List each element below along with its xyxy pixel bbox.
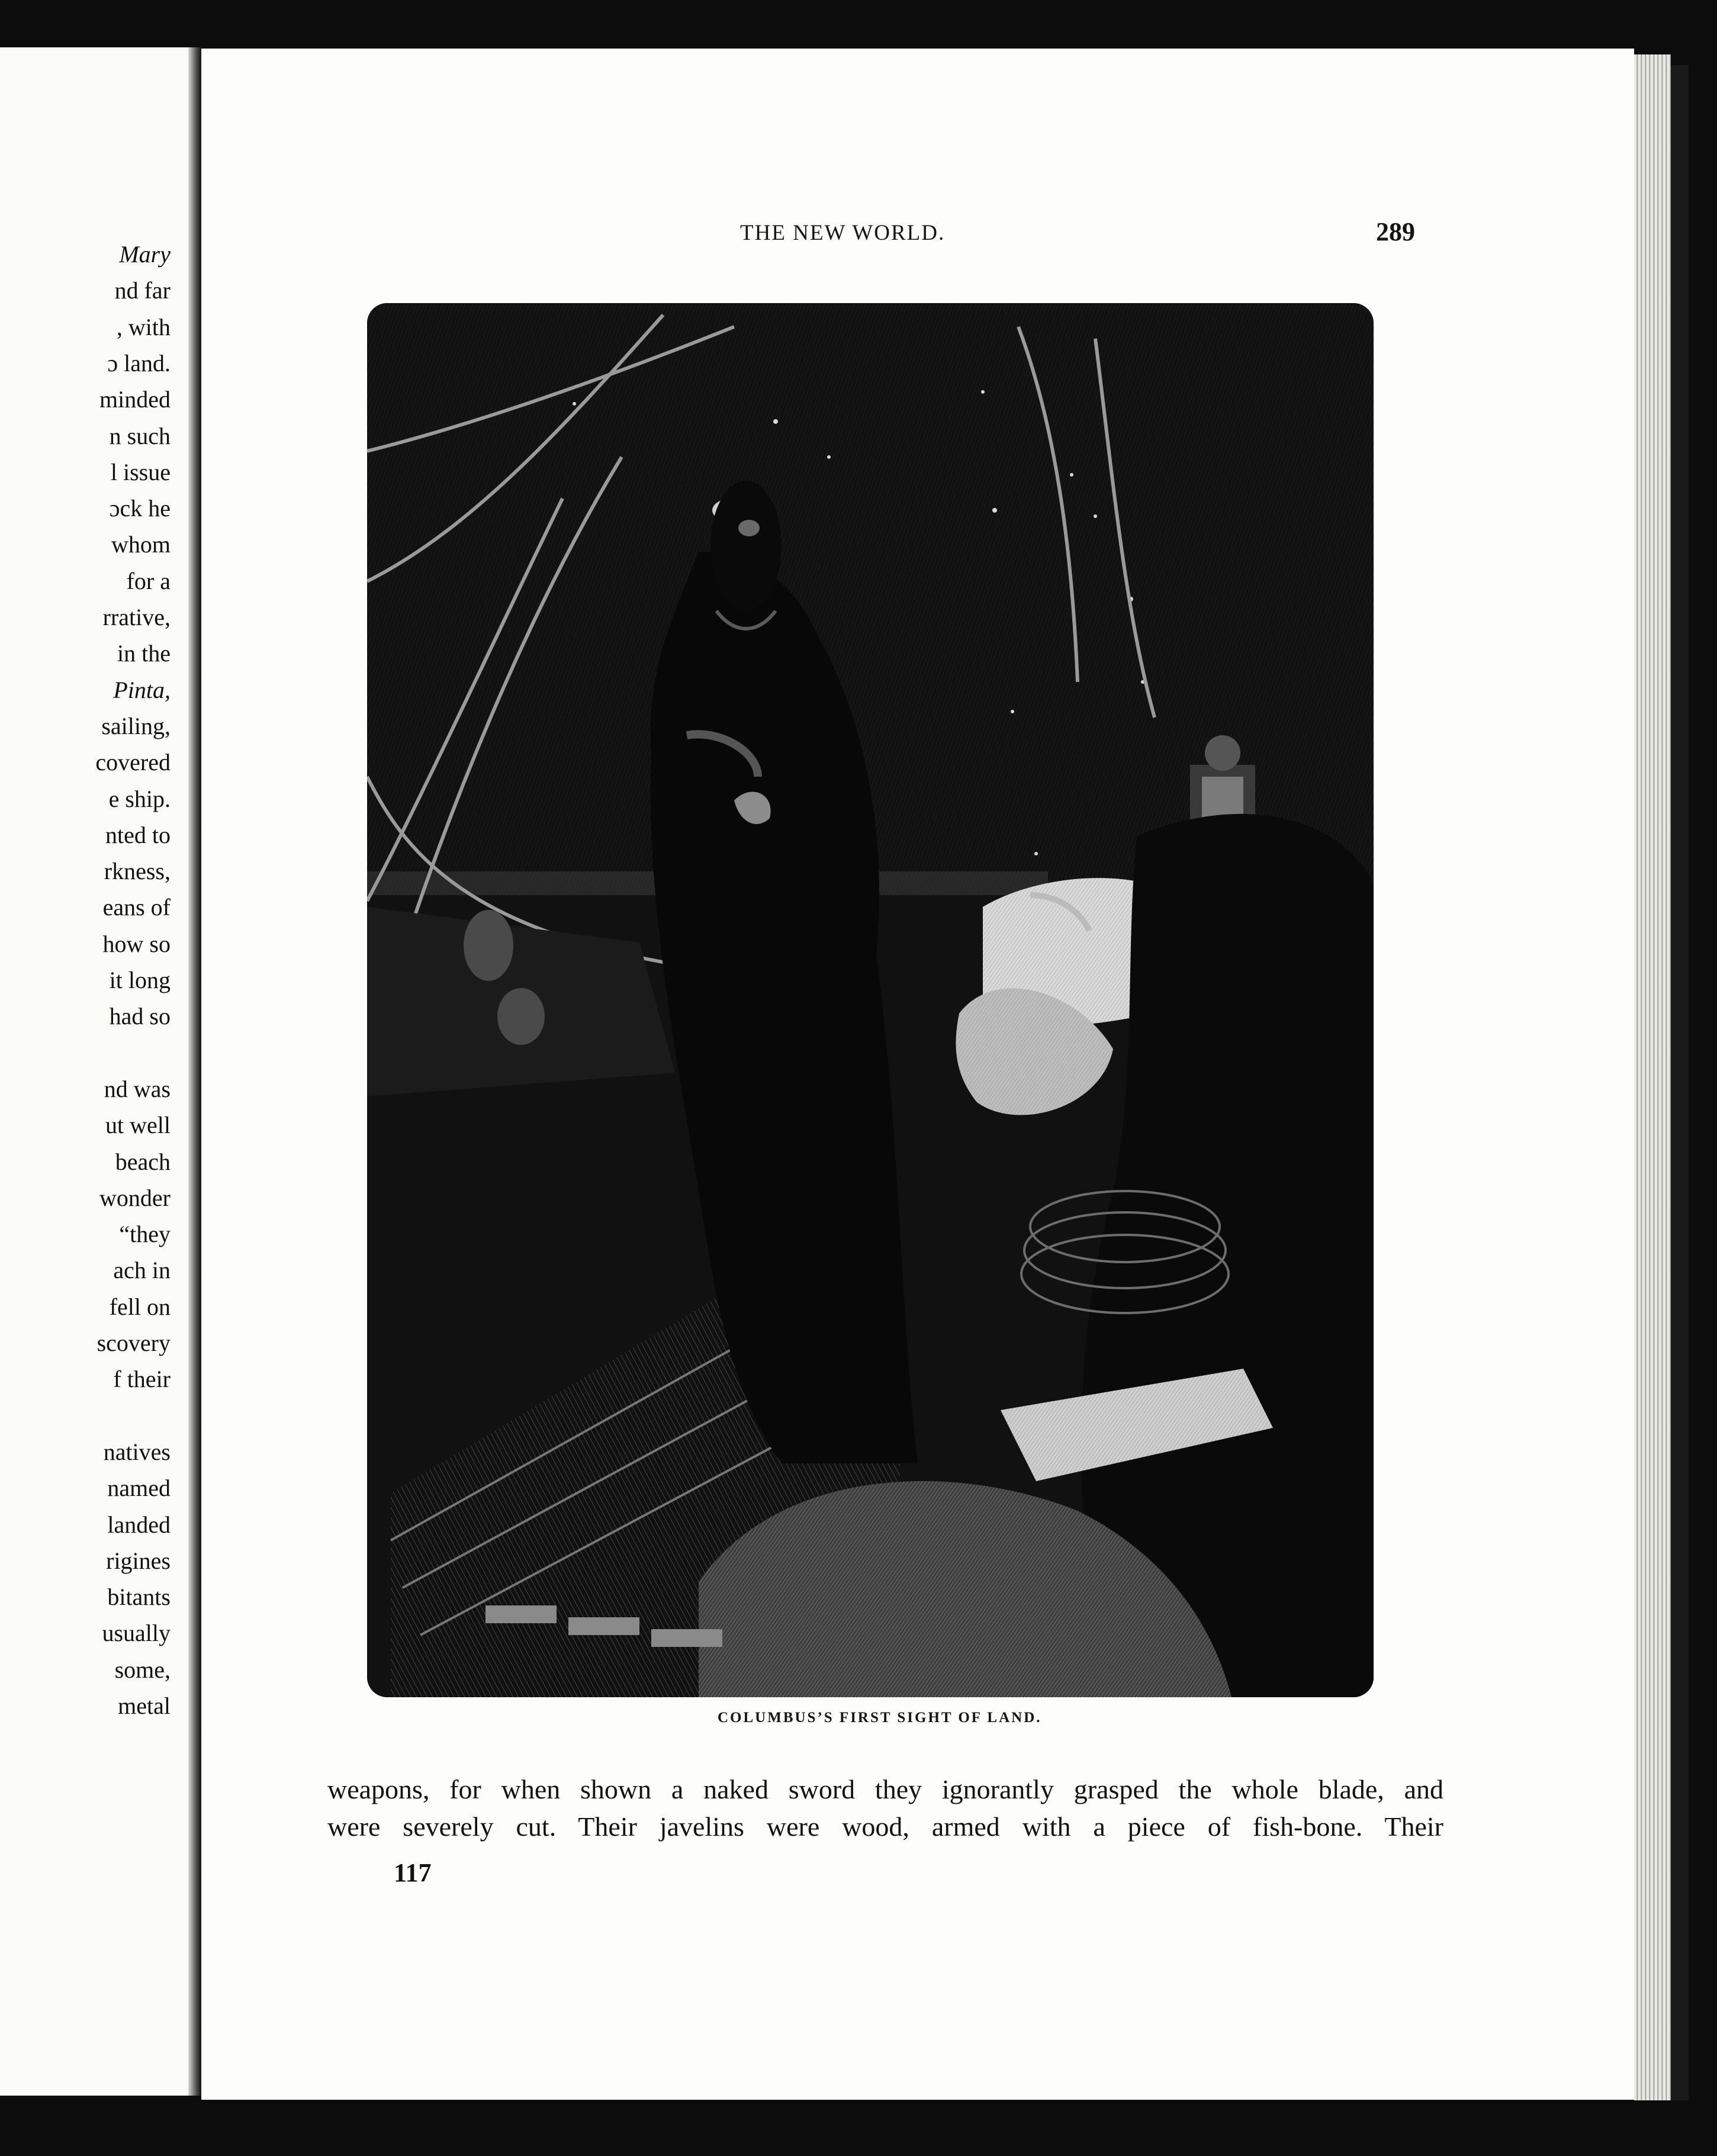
left-page-line: natives <box>103 1438 171 1465</box>
left-page-line: nd was <box>104 1075 171 1102</box>
gutter-shadow <box>188 47 201 2096</box>
left-page-line: sailing, <box>101 712 171 739</box>
left-page-line: scovery <box>97 1330 171 1356</box>
left-page-line: landed <box>107 1511 171 1538</box>
signature-mark: 117 <box>394 1858 432 1887</box>
left-page-line: fell on <box>109 1293 171 1320</box>
bottom-shadow <box>0 2100 1717 2156</box>
left-page-line: Pinta, <box>113 676 171 703</box>
page-number: 289 <box>1376 217 1415 246</box>
body-line-1: weapons, for when shown a naked sword they ignorantly grasped the whole blade, and <box>327 1774 1443 1804</box>
left-page-line: usually <box>102 1620 171 1647</box>
left-page-line: named <box>107 1475 171 1502</box>
left-page-line: how so <box>102 930 171 957</box>
left-page-line: ut well <box>105 1112 171 1139</box>
left-page-line: nd far <box>114 277 171 304</box>
figure-caption: COLUMBUS’S FIRST SIGHT OF LAND. <box>718 1710 1042 1726</box>
left-page-line: eans of <box>102 894 171 921</box>
left-page-line: Mary <box>119 241 171 268</box>
left-page-line: f their <box>113 1366 171 1393</box>
left-page-line: e ship. <box>108 785 171 812</box>
left-page-line: beach <box>115 1148 171 1175</box>
left-page-line: rkness, <box>104 858 171 885</box>
left-page-line: whom <box>111 531 171 558</box>
body-line-2: were severely cut. Their javelins were wood, armed with a piece of fish-bone. Their <box>327 1811 1443 1842</box>
running-head: THE NEW WORLD. <box>740 221 946 245</box>
left-page-line: “they <box>119 1221 171 1248</box>
left-page-line: metal <box>118 1692 171 1719</box>
left-page-line: for a <box>126 567 171 594</box>
left-page-line: nted to <box>105 821 171 848</box>
left-page-line: ach in <box>113 1257 171 1284</box>
left-page-line: n such <box>109 422 171 449</box>
left-page-line: l issue <box>110 458 171 485</box>
left-page-line: bitants <box>107 1584 171 1611</box>
book-edge <box>1671 65 1689 2102</box>
left-page-line: some, <box>114 1656 171 1683</box>
left-page-line: minded <box>99 386 171 413</box>
left-page-line: covered <box>95 749 171 776</box>
left-page-line: wonder <box>99 1184 171 1211</box>
left-page-line: ɔck he <box>109 495 171 522</box>
engraving-illustration <box>367 303 1374 1697</box>
left-page-line: rigines <box>106 1547 171 1574</box>
left-page-line: rrative, <box>102 604 171 630</box>
left-page-line: in the <box>117 640 171 667</box>
left-page-line: ɔ land. <box>107 349 171 377</box>
page-edges <box>1634 54 1671 2115</box>
left-page-line: had so <box>109 1003 171 1030</box>
left-page-line: it long <box>109 967 171 993</box>
left-page-line: , with <box>116 313 171 340</box>
left-page <box>0 47 188 2096</box>
